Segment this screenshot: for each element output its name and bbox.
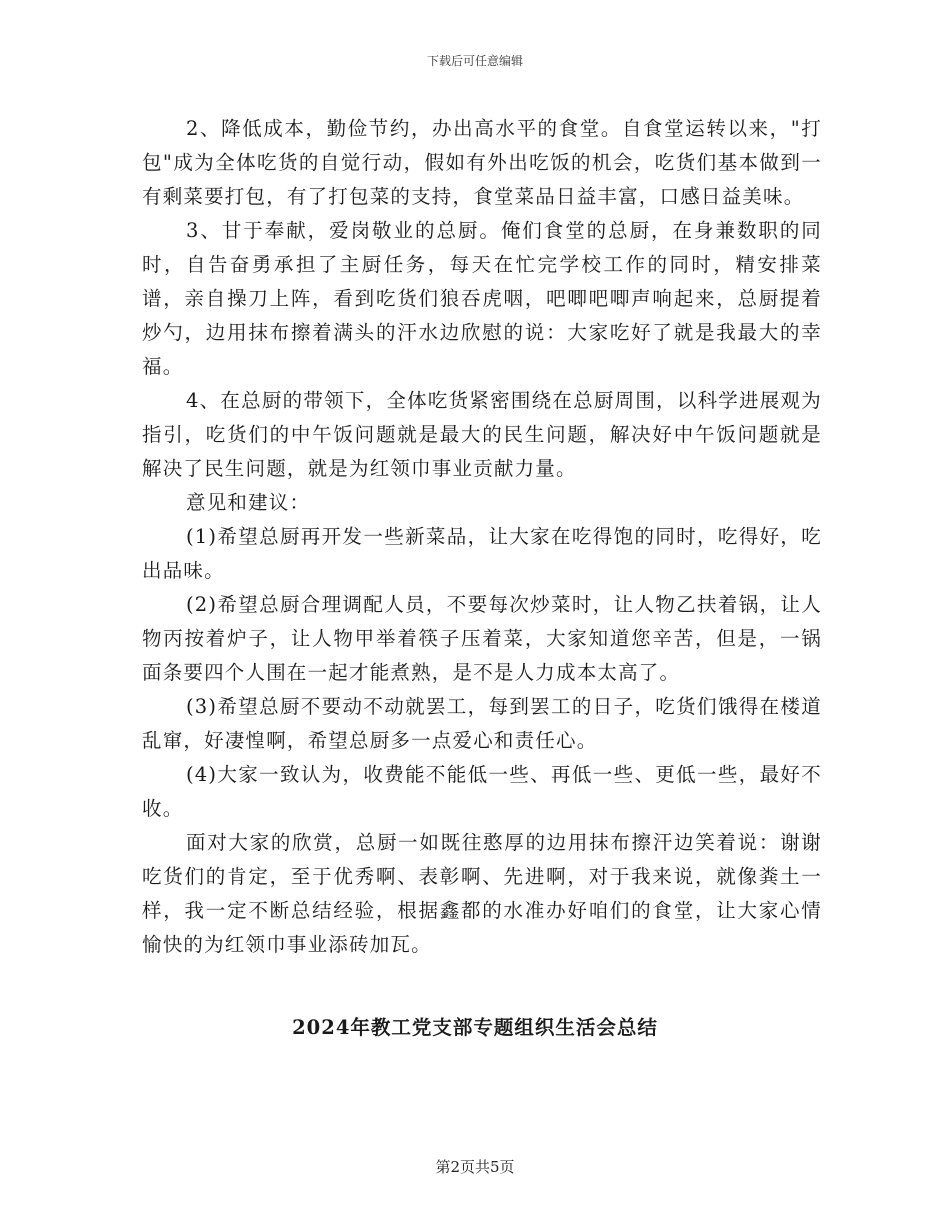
document-body xyxy=(142,112,822,962)
paragraph-2: 3、甘于奉献，爱岗敬业的总厨。俺们食堂的总厨，在身兼数职的同时，自告奋勇承担了主厨任务，每天在忙完学校工作的同时，精安排菜谱，亲自操刀上阵，看到吃货们狼吞虎咽，吧唧吧唧声响起来，总厨提着炒勺，边用抹布擦着满头的汗水边欣慰的说：大家吃好了就是我最大的幸福。 xyxy=(142,219,822,378)
paragraph-3: 4、在总厨的带领下，全体吃货紧密围绕在总厨周围，以科学进展观为指引，吃货们的中午饭问题就是最大的民生问题，解决好中午饭问题就是解决了民生问题，就是为红领巾事业贡献力量。 xyxy=(142,389,822,480)
section-title: 2024年教工党支部专题组织生活会总结 xyxy=(292,1016,658,1039)
paragraph-5: (1)希望总厨再开发一些新菜品，让大家在吃得饱的同时，吃得好，吃出品味。 xyxy=(142,525,822,582)
paragraph-8: (4)大家一致认为，收费能不能低一些、再低一些、更低一些，最好不收。 xyxy=(142,763,822,820)
paragraph-6: (2)希望总厨合理调配人员，不要每次炒菜时，让人物乙扶着锅，让人物丙按着炉子，让人物甲举着筷子压着菜，大家知道您辛苦，但是，一锅面条要四个人围在一起才能煮熟，是不是人力成本太高了。 xyxy=(142,593,822,684)
paragraph-4: 意见和建议： xyxy=(186,491,311,514)
paragraph-9: 面对大家的欣赏，总厨一如既往憨厚的边用抹布擦汗边笑着说：谢谢吃货们的肯定，至于优秀啊、表彰啊、先进啊，对于我来说，就像粪土一样，我一定不断总结经验，根据鑫都的水准办好咱们的食堂，让大家心情愉快的为红领巾事业添砖加瓦。 xyxy=(142,831,822,956)
paragraph-1: 2、降低成本，勤俭节约，办出高水平的食堂。自食堂运转以来，"打包"成为全体吃货的自觉行动，假如有外出吃饭的机会，吃货们基本做到一有剩菜要打包，有了打包菜的支持，食堂菜品日益丰富，口感日益美味。 xyxy=(142,117,822,208)
page-footer: 第2页共5页 xyxy=(435,1158,515,1176)
header-note: 下载后可任意编辑 xyxy=(426,54,523,68)
paragraph-7: (3)希望总厨不要动不动就罢工，每到罢工的日子，吃货们饿得在楼道乱窜，好凄惶啊，希望总厨多一点爱心和责任心。 xyxy=(142,695,822,752)
